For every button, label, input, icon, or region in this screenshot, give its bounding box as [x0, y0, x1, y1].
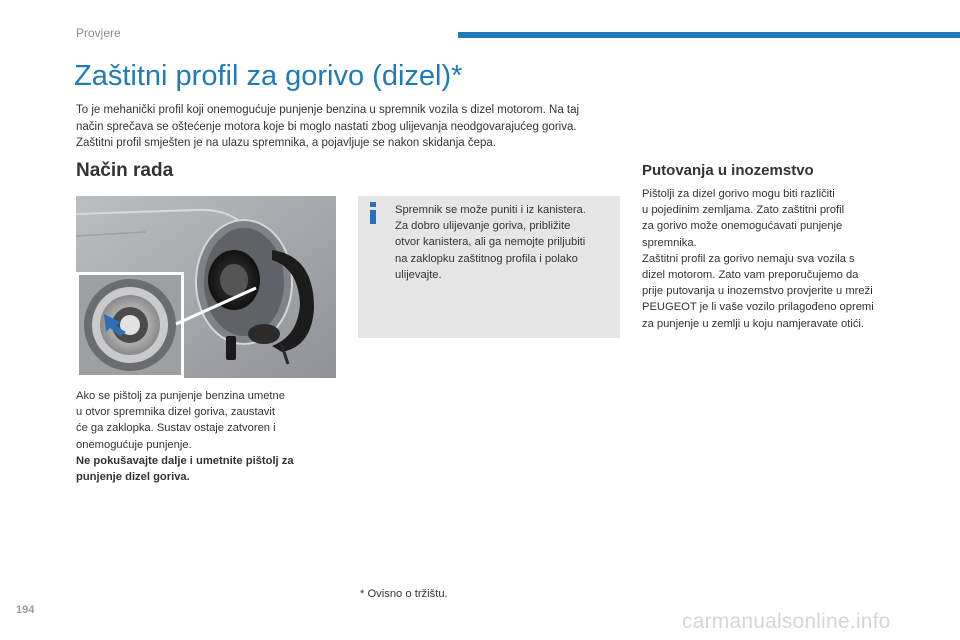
body-line: prije putovanja u inozemstvo provjerite u mreži: [642, 285, 873, 298]
section-label: Provjere: [76, 26, 121, 40]
body-line: za gorivo može onemogućavati punjenje: [642, 220, 843, 233]
heading-putovanja: Putovanja u inozemstvo: [642, 162, 814, 179]
nacin-rada-text: [76, 388, 346, 485]
header-accent-bar: [458, 32, 960, 38]
body-line: za punjenje u zemlji u koju namjeravate otići.: [642, 317, 865, 330]
info-line: na zaklopku zaštitnog profila i polako: [395, 252, 578, 265]
body-line: u pojedinim zemljama. Zato zaštitni profil: [642, 204, 845, 217]
body-line: PEUGEOT je li vaše vozilo prilagođeno opremi: [642, 301, 874, 314]
info-icon: [367, 202, 379, 224]
info-text: [395, 202, 613, 283]
body-line: onemogućuje punjenje.: [76, 438, 192, 451]
footnote: * Ovisno o tržištu.: [360, 588, 448, 600]
body-line: će ga zaklopka. Sustav ostaje zatvoren i: [76, 422, 276, 435]
warning-line: Ne pokušavajte dalje i umetnite pištolj za: [76, 454, 294, 467]
body-line: Ako se pištolj za punjenje benzina umetne: [76, 390, 285, 402]
intro-line: način sprečava se oštećenje motora koje bi moglo nastati zbog ulijevanja neodgovarajućeg goriva.: [76, 120, 577, 133]
body-line: Zaštitni profil za gorivo nemaju sva vozila s: [642, 252, 855, 265]
body-line: spremnika.: [642, 236, 697, 249]
body-line: dizel motorom. Zato vam preporučujemo da: [642, 269, 859, 282]
body-line: u otvor spremnika dizel goriva, zaustavit: [76, 406, 275, 419]
body-line: Pištolji za dizel gorivo mogu biti različiti: [642, 188, 835, 200]
watermark: carmanualsonline.info: [682, 610, 891, 633]
info-line: Za dobro ulijevanje goriva, približite: [395, 220, 571, 233]
fuel-filler-illustration: [76, 196, 336, 378]
intro-line: Zaštitni profil smješten je na ulazu spremnika, a pojavljuje se nakon skidanja čepa.: [76, 137, 496, 149]
page-number: 194: [16, 604, 35, 616]
info-box: [358, 196, 620, 338]
putovanja-text: [642, 186, 922, 332]
heading-nacin-rada: Način rada: [76, 160, 174, 181]
intro-paragraph: [76, 102, 636, 152]
info-line: ulijevajte.: [395, 268, 442, 281]
page-title: Zaštitni profil za gorivo (dizel)*: [74, 60, 463, 92]
intro-line: To je mehanički profil koji onemogućuje punjenje benzina u spremnik vozila s dizel motorom. Na taj: [76, 104, 580, 116]
info-line: Spremnik se može puniti i iz kanistera.: [395, 204, 586, 216]
info-line: otvor kanistera, ali ga nemojte priljubiti: [395, 236, 586, 249]
warning-line: punjenje dizel goriva.: [76, 471, 190, 484]
